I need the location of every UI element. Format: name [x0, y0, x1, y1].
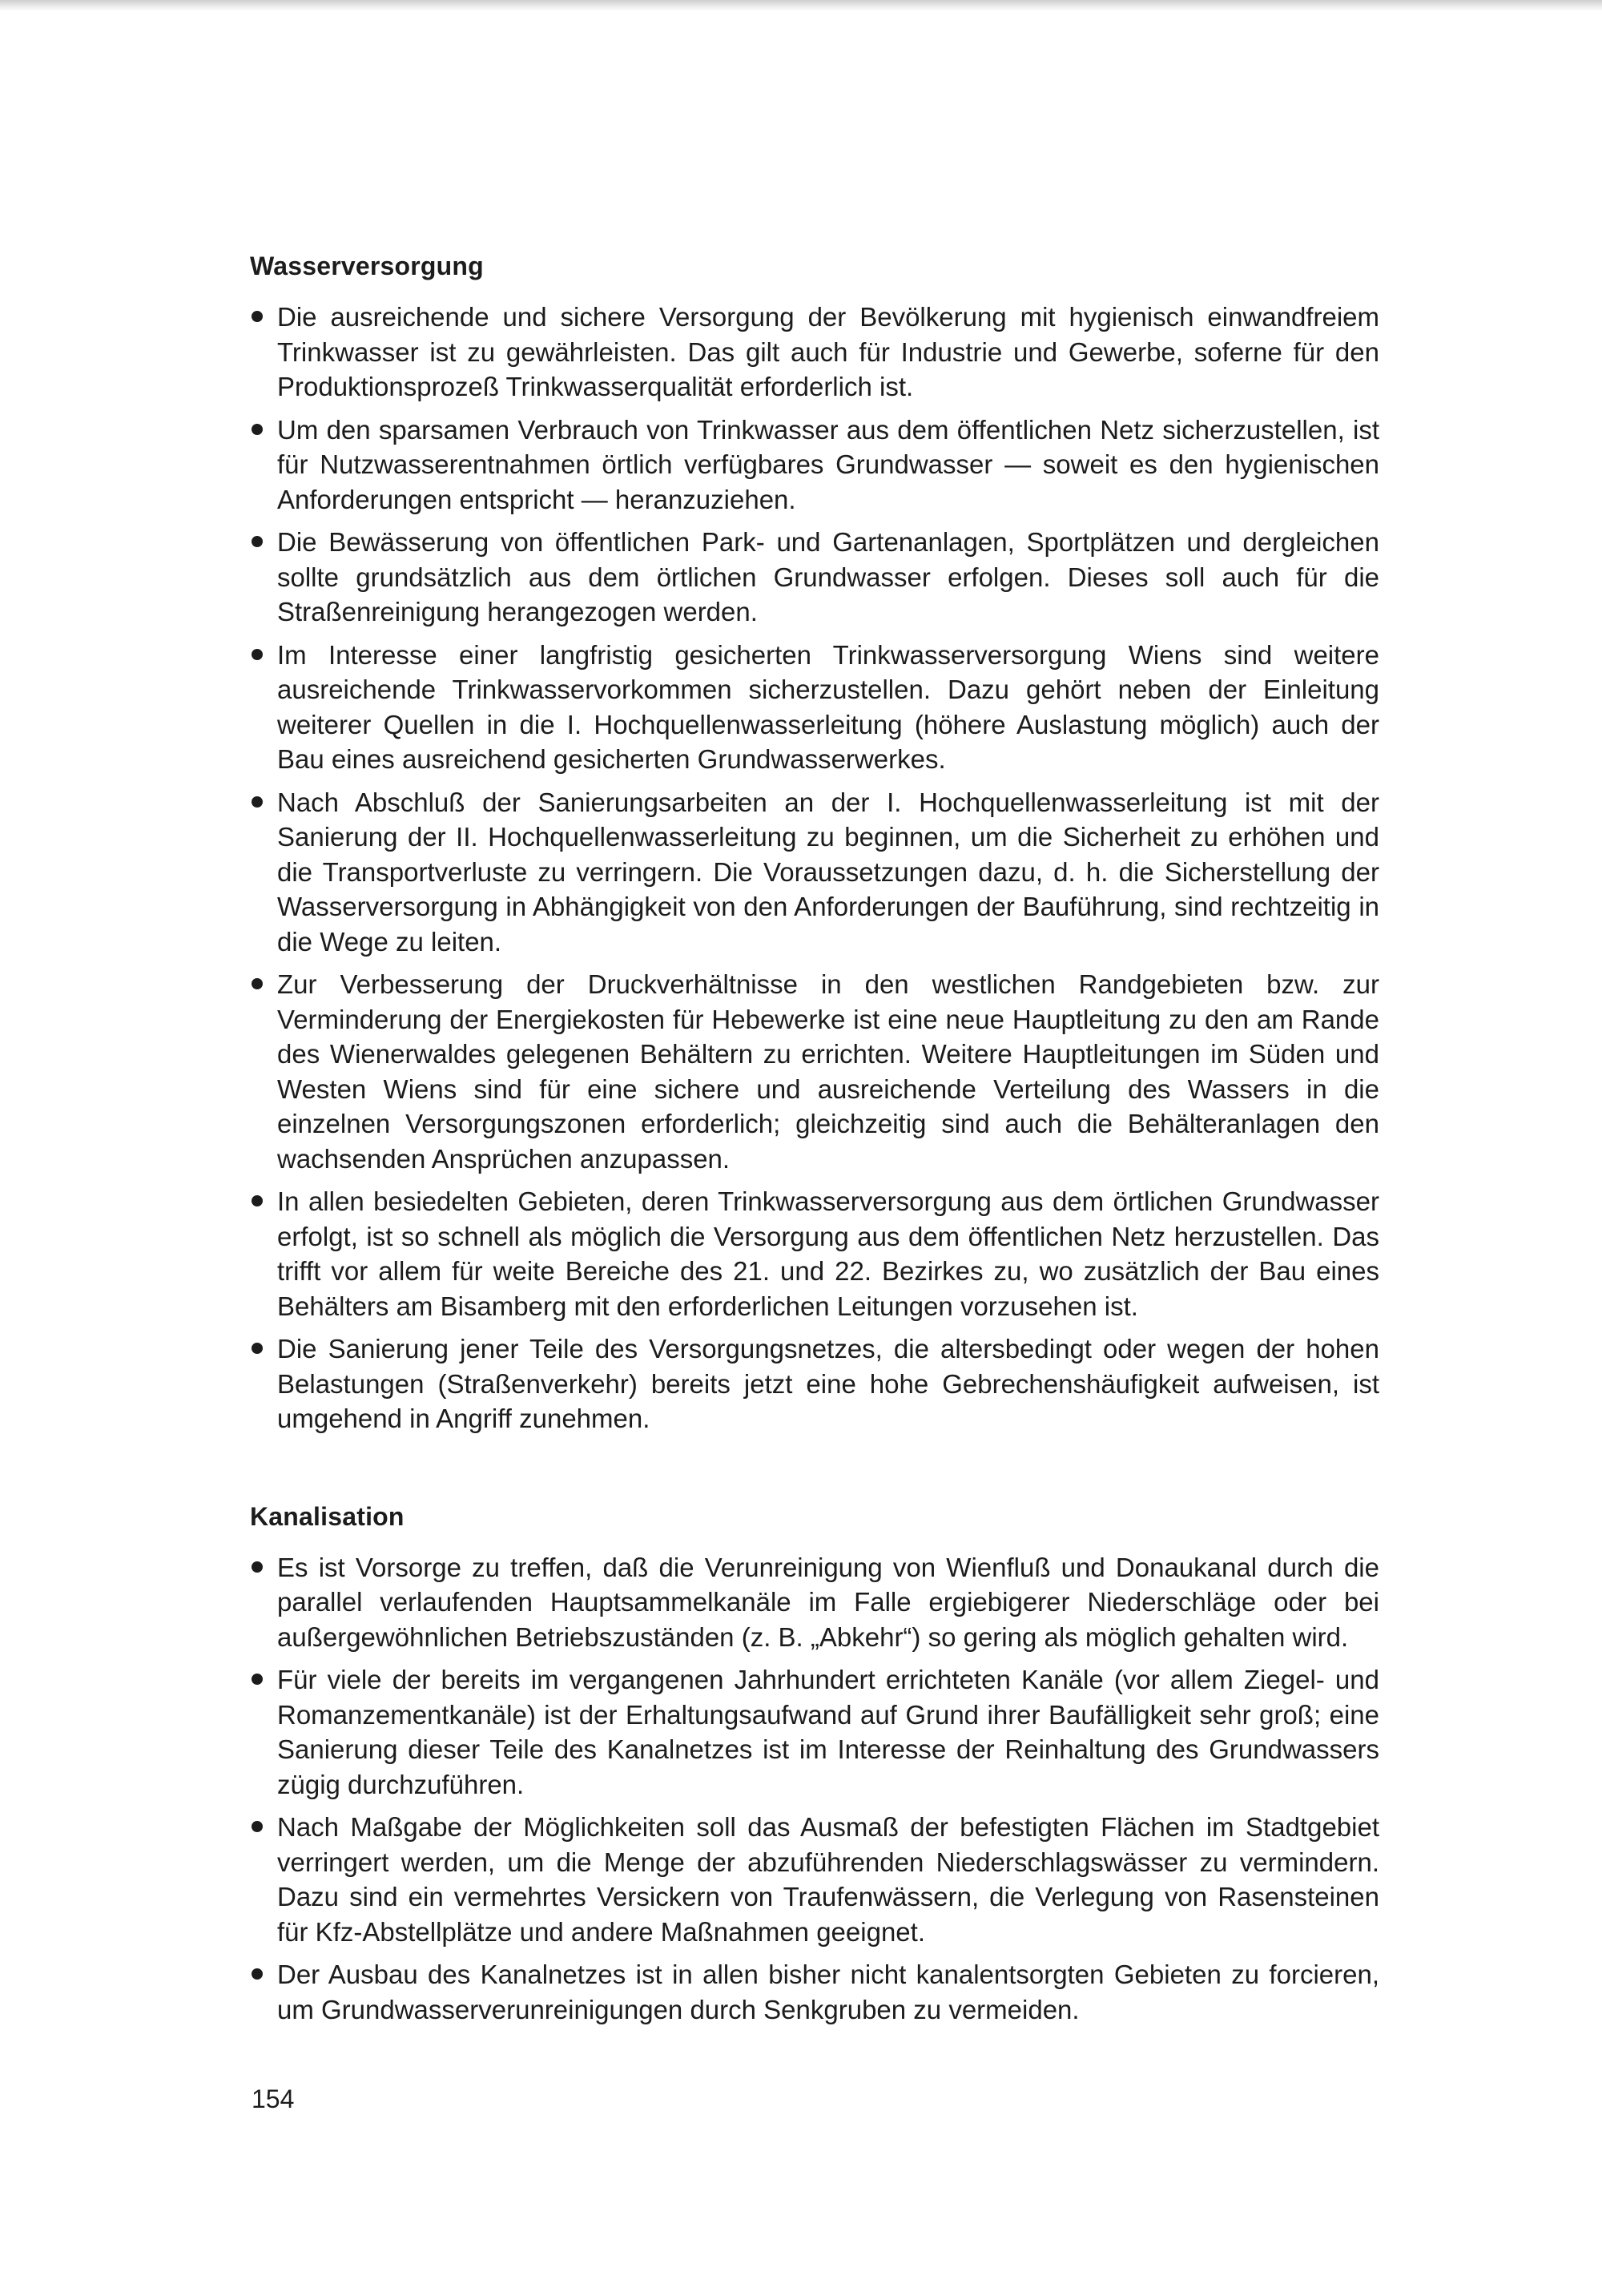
bullet-icon	[252, 1343, 263, 1354]
list-item	[250, 413, 1379, 518]
bullet-icon	[252, 796, 263, 808]
list-item-text: In allen besiedelten Gebieten, deren Trinkwasserversorgung aus dem örtlichen Grundwasser erfolgt, ist so schnell als möglich die Versorgung aus dem öffentlichen Netz herzustellen. Das trifft vor allem für weite Bereiche des 21. und 22. Bezirkes zu, wo zusätzlich der Bau eines Behälters am Bisamberg mit den erforderlichen Leitungen vorzusehen ist.	[277, 1186, 1379, 1321]
list-item	[250, 1810, 1379, 1949]
list-item	[250, 785, 1379, 960]
list-item-text: Für viele der bereits im vergangenen Jahrhundert errichteten Kanäle (vor allem Ziegel- und Romanzementkanäle) ist der Erhaltungsaufwand auf Grund ihrer Baufälligkeit sehr groß; eine Sanierung dieser Teile des Kanalnetzes ist im Interesse der Reinhaltung des Grundwassers zügig durchzuführen.	[277, 1665, 1379, 1799]
list-item-text: Die Bewässerung von öffentlichen Park- und Gartenanlagen, Sportplätzen und dergleichen sollte grundsätzlich aus dem örtlichen Grundwasser erfolgen. Dieses soll auch für die Straßenreinigung herangezogen werden.	[277, 527, 1379, 626]
bullet-list-kanalisation	[250, 1550, 1379, 2028]
bullet-icon	[252, 311, 263, 322]
list-item-text: Es ist Vorsorge zu treffen, daß die Verunreinigung von Wienfluß und Donaukanal durch die parallel verlaufenden Hauptsammelkanäle im Falle ergiebigerer Niederschläge oder bei außergewöhnlichen Betriebszuständen (z. B. „Abkehr“) so gering als möglich gehalten wird.	[277, 1552, 1379, 1652]
list-item	[250, 1662, 1379, 1802]
bullet-icon	[252, 1195, 263, 1206]
list-item-text: Zur Verbesserung der Druckverhältnisse in den westlichen Randgebieten bzw. zur Verminderung der Energiekosten für Hebewerke ist eine neue Hauptleitung zu den am Rande des Wienerwaldes gelegenen Behältern zu errichten. Weitere Hauptleitungen im Süden und Westen Wiens sind für eine sichere und ausreichende Verteilung des Wassers in die einzelnen Versorgungszonen erforderlich; gleichzeitig sind auch die Behälteranlagen den wachsenden Ansprüchen anzupassen.	[277, 969, 1379, 1174]
list-item	[250, 1957, 1379, 2027]
bullet-icon	[252, 978, 263, 989]
bullet-icon	[252, 536, 263, 547]
bullet-icon	[252, 1968, 263, 1980]
scan-edge	[0, 0, 1602, 11]
section-heading-kanalisation: Kanalisation	[250, 1501, 405, 1531]
bullet-icon	[252, 1821, 263, 1832]
list-item	[250, 525, 1379, 630]
bullet-icon	[252, 1561, 263, 1573]
bullet-list-wasserversorgung	[250, 300, 1379, 1436]
list-item-text: Die ausreichende und sichere Versorgung der Bevölkerung mit hygienisch einwandfreiem Trinkwasser ist zu gewährleisten. Das gilt auch für Industrie und Gewerbe, soferne für den Produktionsprozeß Trinkwasserqualität erforderlich ist.	[277, 302, 1379, 401]
list-item	[250, 967, 1379, 1176]
list-item-text: Die Sanierung jener Teile des Versorgungsnetzes, die altersbedingt oder wegen der hohen Belastungen (Straßenverkehr) bereits jetzt eine hohe Gebrechenshäufigkeit aufweisen, ist umgehend in Angriff zunehmen.	[277, 1334, 1379, 1433]
list-item	[250, 300, 1379, 405]
bullet-icon	[252, 649, 263, 660]
page-number: 154	[252, 2085, 295, 2113]
section-heading-wasserversorgung: Wasserversorgung	[250, 252, 484, 280]
list-item-text: Im Interesse einer langfristig gesicherten Trinkwasserversorgung Wiens sind weitere ausreichende Trinkwasservorkommen sicherzustellen. Dazu gehört neben der Einleitung weiterer Quellen in die I. Hochquellenwasserleitung (höhere Auslastung möglich) auch der Bau eines ausreichend gesicherten Grundwasserwerkes.	[277, 639, 1379, 774]
list-item-text: Nach Maßgabe der Möglichkeiten soll das Ausmaß der befestigten Flächen im Stadtgebiet verringert werden, um die Menge der abzuführenden Niederschlagswässer zu vermindern. Dazu sind ein vermehrtes Versickern von Traufenwässern, die Verlegung von Rasensteinen für Kfz-Abstellplätze und andere Maßnahmen geeignet.	[277, 1812, 1379, 1947]
list-item-text: Nach Abschluß der Sanierungsarbeiten an der I. Hochquellenwasserleitung ist mit der Sanierung der II. Hochquellenwasserleitung zu beginnen, um die Sicherheit zu erhöhen und die Transportverluste zu verringern. Die Voraussetzungen dazu, d. h. die Sicherstellung der Wasserversorgung in Abhängigkeit von den Anforderungen der Bauführung, sind rechtzeitig in die Wege zu leiten.	[277, 787, 1379, 957]
list-item	[250, 638, 1379, 777]
list-item-text: Um den sparsamen Verbrauch von Trinkwasser aus dem öffentlichen Netz sicherzustellen, ist für Nutzwasserentnahmen örtlich verfügbares Grundwasser — soweit es den hygienischen Anforderungen entspricht — heranzuziehen.	[277, 414, 1379, 514]
list-item-text: Der Ausbau des Kanalnetzes ist in allen bisher nicht kanalentsorgten Gebieten zu forcieren, um Grundwasserverunreinigungen durch Senkgruben zu vermeiden.	[277, 1960, 1379, 2024]
bullet-icon	[252, 1674, 263, 1685]
list-item	[250, 1184, 1379, 1323]
page-content	[250, 248, 1379, 2035]
list-item	[250, 1331, 1379, 1436]
list-item	[250, 1550, 1379, 1655]
bullet-icon	[252, 424, 263, 435]
